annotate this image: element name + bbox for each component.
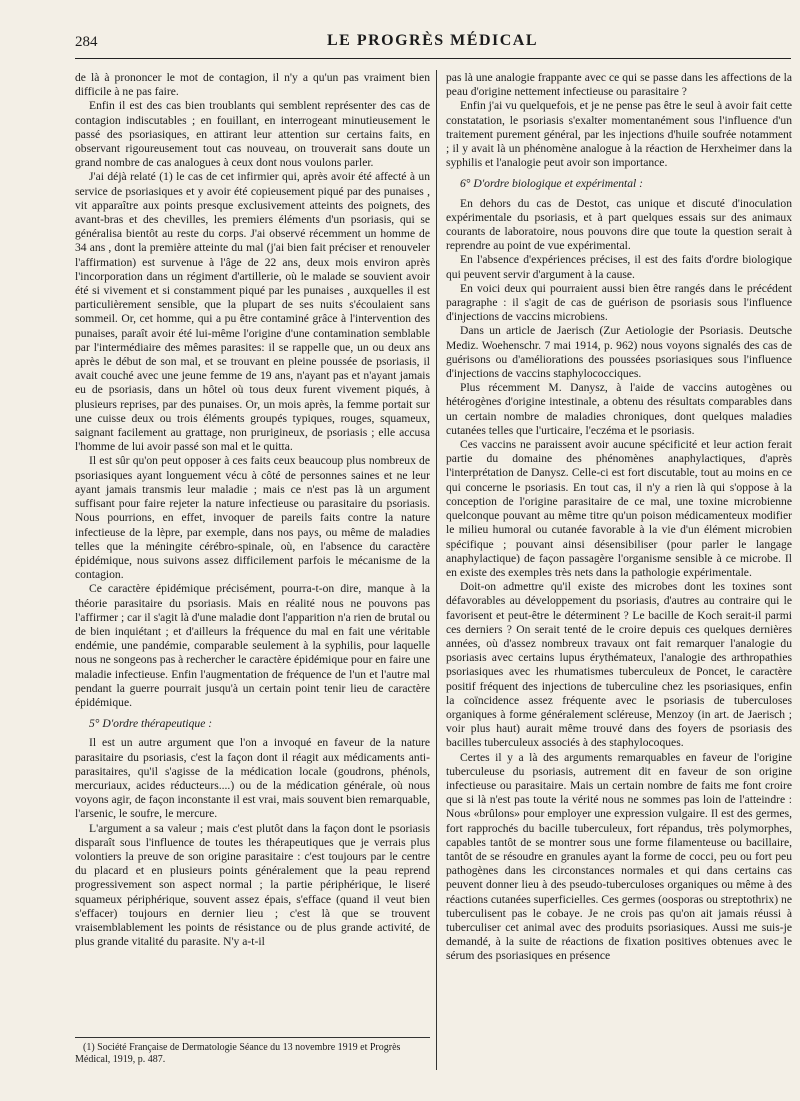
paragraph: L'argument a sa valeur ; mais c'est plutôt dans la façon dont le psoriasis disparaît sous l'influence de toutes les thérapeutiques que je verrais plus volontiers la preuve de son origine parasitaire : c'est toujours par le centre du placard et en plusieurs points généralement que la peau reprend progressivement son aspect normal ; la partie périphérique, le liseré squameux périphérique, souvent assez épais, s'efface (quand il veut bien s'effacer) toujours en dernier lieu ; c'est là que se trouvent vraisemblablement les points de résistance ou de plus grande activité, de plus grande vitalité du parasite. N'y a-t-il [75,821,430,949]
paragraph: Il est un autre argument que l'on a invoqué en faveur de la nature parasitaire du psoriasis, c'est la façon dont il réagit aux médicaments anti-parasitaires, qu'il s'agisse de la médication locale (goudrons, phénols, mercuriaux, acides réducteurs....) ou de la médication générale, où nous voyons agir, de façon inconstante il est vrai, mais souvent bien remarquable, l'arsenic, le soufre, le mercure. [75,736,430,821]
footnote-rule [75,1037,430,1038]
paragraph: Certes il y a là des arguments remarquables en faveur de l'origine tuberculeuse du psoriasis, autrement dit en faveur de son origine infectieuse ou parasitaire. Mais un certain nombre de faits me font croire que si là n'est pas toute la vérité nous ne sommes pas loin de l'atteindre : Nous «brûlons» pour employer une expression vulgaire. Il est des germes, fort rapprochés du bacille tuberculeux, fort répandus, très polymorphes, capables tantôt de se montrer sous une forme filamenteuse ou bacillaire, tantôt de se résoudre en granules ayant la forme de cocci, peu ou fort peu pathogènes dans les circonstances normales et qui dans certains cas peuvent donner lieu à des pseudo-tuberculoses organiques ou même à des réactions cutanées superficielles. Ces germes (oosporas ou streptothrix) ne tuberculisent pas le cobaye. Je ne crois pas qu'on ait jamais réussi à tuberculiser cet animal avec des produits psoriasiques. Aussi me suis-je demandé, à la suite de réactions de fixation positives obtenues avec le sérum des psoriasiques en présence [446,750,792,963]
right-column [446,71,792,964]
paragraph: pas là une analogie frappante avec ce qui se passe dans les affections de la peau d'origine nettement infectieuse ou parasitaire ? [446,71,792,99]
paragraph: Ces vaccins ne paraissent avoir aucune spécificité et leur action ferait partie du domaine des phénomènes anaphylactiques, d'après l'interprétation de Danysz. Celle-ci est fort discutable, tout au moins en ce qui concerne le psoriasis. En tout cas, il n'y a rien là qui s'oppose à la conception de l'origine parasitaire de ce mal, une toxine microbienne quelconque pouvant au même titre qu'un poison médicamenteux modifier le milieu humoral ou cutanée favorable à la vie d'un élément microbien spécifique ; pouvant ainsi désensibiliser (pour parler le langage anaphylactique) de façon passagère l'organisme sensible à ce microbe. Il en existe des exemples très nets dans la pathologie expérimentale. [446,438,792,579]
paragraph: En l'absence d'expériences précises, il est des faits d'ordre biologique qui peuvent servir d'argument à la cause. [446,253,792,281]
left-column [75,71,430,949]
paragraph: En voici deux qui pourraient aussi bien être rangés dans le précédent paragraphe : il s'agit de cas de guérison de psoriasis sous l'influence d'injections de vaccins microbiens. [446,281,792,324]
journal-title: LE PROGRÈS MÉDICAL [326,32,539,49]
page-header [75,30,790,56]
paragraph: Doit-on admettre qu'il existe des microbes dont les toxines sont défavorables au développement du psoriasis, d'autres au contraire qui le favorisent et peut-être le déterminent ? Le bacille de Koch serait-il parmi ces derniers ? On serait tenté de le croire depuis ces quelques dernières années, où d'assez nombreux travaux ont fait remarquer l'analogie du psoriasis avec certains lupus érythémateux, l'analogie des arthropathies psoriasiques avec les rhumatismes tuberculeux de Poncet, le caractère positif fréquent des injections de tuberculine chez les psoriasiques, enfin la coïncidence assez fréquente avec le psoriasis de tuberculoses organiques à forme généralement scléreuse, Menzoy (in art. de Jaerisch ; voir plus haut) aurait même trouvé dans des foyers de psoriasis des bacilles tuberculeux associés à des staphylocoques. [446,580,792,750]
footnote [75,1042,435,1066]
paragraph: Enfin j'ai vu quelquefois, et je ne pense pas être le seul à avoir fait cette constatation, le psoriasis s'exalter momentanément sous l'influence d'un traitement purement général, par les injections d'huile soufrée notamment ; il y avait là un phénomène analogue à la réaction de Herxheimer dans la syphilis et l'analogie peut avoir son importance. [446,99,792,170]
paragraph: de là à prononcer le mot de contagion, il n'y a qu'un pas vraiment bien difficile à ne pas faire. [75,71,430,99]
header-rule [75,58,791,59]
footnote-text: (1) Société Française de Dermatologie Séance du 13 novembre 1919 et Progrès Médical, 1919, p. 487. [75,1042,401,1065]
paragraph: J'ai déjà relaté (1) le cas de cet infirmier qui, après avoir été affecté à un service de psoriasiques et y avoir été copieusement piqué par des punaises , vit apparaître aux points presque exclusivement atteints des poignets, des avant-bras et des chevilles, les premiers éléments d'un psoriasis, qui se généralisa bientôt au reste du corps. J'ai observé récemment un homme de 34 ans , dont la première atteinte du mal (j'ai bien fait préciser et renouveler l'affirmation) est survenue à l'âge de 22 ans, deux mois environ après l'incorporation dans un régiment d'artillerie, où le malade se souvient avoir été si vivement et si constamment piqué par les punaises , auxquelles il est particulièrement sensible, que la plupart de ses nuits s'écoulaient sans sommeil. Or, cet homme, qui a pu être contaminé grâce à l'intervention des punaises, paraît avoir été lui-même l'origine d'une contamination semblable par l'intermédiaire des mêmes parasites: il se rappelle que, un ou deux ans après le début de son mal, et se trouvant en pleine poussée de psoriasis, il avait couché avec une jeune femme de 19 ans, n'ayant pas et n'ayant jamais eu de psoriasis, dans un hôtel où tous deux furent vivement piqués, à plusieurs reprises, par des punaises. Or, un mois après, la femme portait sur une cuisse deux ou trois éléments groupés typiques, rouges, squameux, saignant facilement au grattage, non prurigineux, de psoriasis ; elle accusa l'homme de lui avoir passé son mal et le quitta. [75,170,430,454]
page-number: 284 [75,34,98,50]
paragraph: En dehors du cas de Destot, cas unique et discuté d'inoculation expérimentale du psoriasis, et à part quelques essais sur des animaux courants de laboratoire, nous pouvons dire que toute la question serait à reprendre au point de vue expérimental. [446,196,792,253]
section-heading: 5° D'ordre thérapeutique : [89,717,213,731]
section-heading: 6° D'ordre biologique et expérimental : [460,177,644,191]
column-divider [436,70,437,1070]
paragraph: Ce caractère épidémique précisément, pourra-t-on dire, manque à la théorie parasitaire du psoriasis. Mais en réalité nous ne pouvons pas l'affirmer ; car il s'agit là d'une maladie dont l'apparition n'a rien de brutal ou de bien inquiétant ; et d'ailleurs la fréquence du mal en fait une véritable endémie, une pandémie, comparable seulement à la syphilis, pour laquelle nous ne songeons pas à rechercher le caractère épidémique pour en faire une maladie infectieuse. Enfin l'augmentation de fréquence de l'un et l'autre mal pendant la guerre pourrait jusqu'à un certain point tenir lieu de caractère épidémique. [75,582,430,709]
paragraph: Dans un article de Jaerisch (Zur Aetiologie der Psoriasis. Deutsche Mediz. Woehenschr. 7 mai 1914, p. 962) nous voyons signalés des cas de guérisons ou d'améliorations des poussées psoriasiques sous l'influence d'injections de vaccins staphylococciques. [446,324,792,381]
paragraph: Enfin il est des cas bien troublants qui semblent représenter des cas de contagion indiscutables ; en fouillant, en interrogeant minutieusement le passé des psoriasiques, en attirant leur attention sur certains faits, en observant rigoureusement tout cas nouveau, on trouverait sans doute un grand nombre de cas analogues à ceux dont nous voulons parler. [75,99,430,170]
paragraph: Plus récemment M. Danysz, à l'aide de vaccins autogènes ou hétérogènes d'origine intestinale, a obtenu des résultats comparables dans un certain nombre de maladies chroniques, dont quelques maladies cutanées telles que l'urticaire, l'eczéma et le psoriasis. [446,381,792,437]
paragraph: Il est sûr qu'on peut opposer à ces faits ceux beaucoup plus nombreux de psoriasiques ayant longuement vécu à côté de personnes saines et ne leur ayant jamais transmis leur maladie ; mais ce n'est pas là un argument suffisant pour faire rejeter la nature infectieuse ou parasitaire du psoriasis. Nous pourrions, en effet, invoquer de pareils faits contre la nature infectieuse de la lèpre, par exemple, dans nos pays, ou même de maladies telles que la méningite cérébro-spinale, où, en l'absence du caractère épidémique, nous suivons assez difficilement parfois le mécanisme de la contagion. [75,454,430,582]
